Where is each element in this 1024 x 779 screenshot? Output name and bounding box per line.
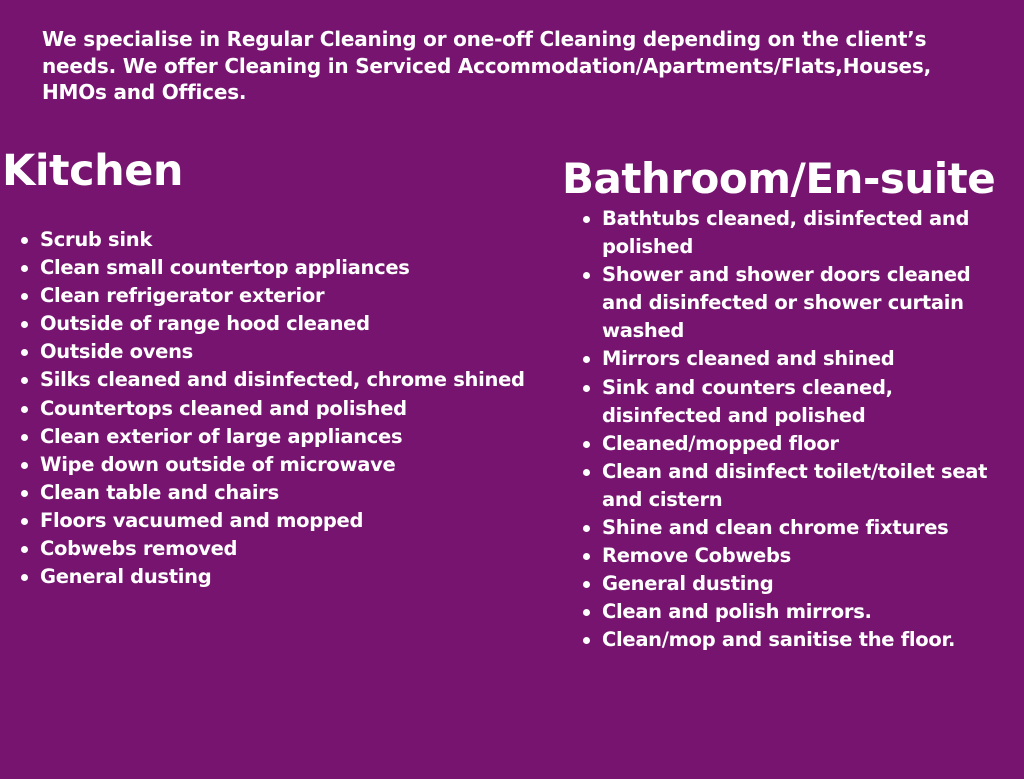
bullet-icon bbox=[583, 609, 590, 616]
bullet-icon bbox=[583, 637, 590, 644]
kitchen-task-item bbox=[16, 310, 556, 338]
bullet-icon bbox=[21, 377, 28, 384]
bathroom-task-item bbox=[578, 458, 998, 514]
bullet-icon bbox=[583, 469, 590, 476]
kitchen-task-item bbox=[16, 451, 556, 479]
bathroom-task-label: General dusting bbox=[602, 572, 774, 596]
intro-text: We specialise in Regular Cleaning or one-off Cleaning depending on the client’s needs. We offer Cleaning in Serviced Accommodation/Apartments/Flats,Houses, HMOs and Offices. bbox=[42, 27, 931, 104]
bullet-icon bbox=[21, 321, 28, 328]
bathroom-task-item bbox=[578, 345, 998, 373]
bathroom-task-label: Clean/mop and sanitise the floor. bbox=[602, 628, 956, 652]
kitchen-task-label: Clean exterior of large appliances bbox=[40, 424, 403, 448]
bullet-icon bbox=[583, 525, 590, 532]
kitchen-task-label: Wipe down outside of microwave bbox=[40, 452, 396, 476]
bathroom-task-label: Bathtubs cleaned, disinfected and polished bbox=[602, 207, 970, 259]
bathroom-task-item bbox=[578, 542, 998, 570]
kitchen-task-label: Floors vacuumed and mopped bbox=[40, 508, 364, 532]
kitchen-task-item bbox=[16, 395, 556, 423]
bathroom-task-item bbox=[578, 261, 998, 345]
bullet-icon bbox=[21, 462, 28, 469]
bullet-icon bbox=[21, 237, 28, 244]
bathroom-task-label: Remove Cobwebs bbox=[602, 544, 791, 568]
kitchen-task-label: Silks cleaned and disinfected, chrome shined bbox=[40, 368, 525, 392]
kitchen-task-item bbox=[16, 535, 556, 563]
kitchen-task-label: Clean table and chairs bbox=[40, 480, 279, 504]
bullet-icon bbox=[21, 406, 28, 413]
kitchen-task-item bbox=[16, 507, 556, 535]
bullet-icon bbox=[583, 272, 590, 279]
kitchen-task-label: Scrub sink bbox=[40, 228, 152, 251]
kitchen-task-label: Outside of range hood cleaned bbox=[40, 312, 370, 336]
kitchen-task-label: Clean refrigerator exterior bbox=[40, 284, 325, 308]
bullet-icon bbox=[21, 518, 28, 525]
kitchen-task-list bbox=[16, 226, 556, 591]
kitchen-task-label: Cobwebs removed bbox=[40, 537, 238, 561]
kitchen-task-label: Clean small countertop appliances bbox=[40, 256, 410, 280]
kitchen-task-item bbox=[16, 282, 556, 310]
kitchen-title: Kitchen bbox=[2, 146, 183, 196]
bathroom-task-label: Mirrors cleaned and shined bbox=[602, 347, 895, 371]
bullet-icon bbox=[21, 265, 28, 272]
bathroom-task-item bbox=[578, 570, 998, 598]
bathroom-task-label: Sink and counters cleaned, disinfected and polished bbox=[602, 375, 893, 427]
bathroom-task-item bbox=[578, 205, 998, 261]
bullet-icon bbox=[21, 293, 28, 300]
bathroom-task-label: Cleaned/mopped floor bbox=[602, 431, 839, 455]
bullet-icon bbox=[21, 490, 28, 497]
bullet-icon bbox=[21, 546, 28, 553]
kitchen-task-item bbox=[16, 563, 556, 591]
kitchen-task-item bbox=[16, 366, 556, 394]
kitchen-task-item bbox=[16, 479, 556, 507]
kitchen-task-label: Countertops cleaned and polished bbox=[40, 396, 407, 420]
bullet-icon bbox=[21, 434, 28, 441]
kitchen-task-item bbox=[16, 226, 556, 254]
bullet-icon bbox=[583, 385, 590, 392]
kitchen-task-label: General dusting bbox=[40, 565, 212, 589]
bathroom-task-item bbox=[578, 626, 998, 654]
bullet-icon bbox=[21, 574, 28, 581]
bathroom-task-label: Clean and polish mirrors. bbox=[602, 600, 872, 624]
bathroom-task-item bbox=[578, 430, 998, 458]
bathroom-task-label: Shower and shower doors cleaned and disinfected or shower curtain washed bbox=[602, 263, 971, 343]
bathroom-task-list bbox=[578, 205, 998, 655]
bullet-icon bbox=[583, 356, 590, 363]
bullet-icon bbox=[583, 553, 590, 560]
kitchen-task-item bbox=[16, 338, 556, 366]
bullet-icon bbox=[583, 216, 590, 223]
bathroom-task-item bbox=[578, 598, 998, 626]
kitchen-task-label: Outside ovens bbox=[40, 340, 193, 364]
bathroom-task-item bbox=[578, 374, 998, 430]
bullet-icon bbox=[583, 581, 590, 588]
bullet-icon bbox=[21, 349, 28, 356]
bathroom-task-label: Clean and disinfect toilet/toilet seat and cistern bbox=[602, 459, 988, 511]
bathroom-task-label: Shine and clean chrome fixtures bbox=[602, 516, 949, 540]
bathroom-title: Bathroom/En-suite bbox=[562, 154, 996, 203]
kitchen-task-item bbox=[16, 423, 556, 451]
bullet-icon bbox=[583, 441, 590, 448]
bathroom-task-item bbox=[578, 514, 998, 542]
kitchen-task-item bbox=[16, 254, 556, 282]
